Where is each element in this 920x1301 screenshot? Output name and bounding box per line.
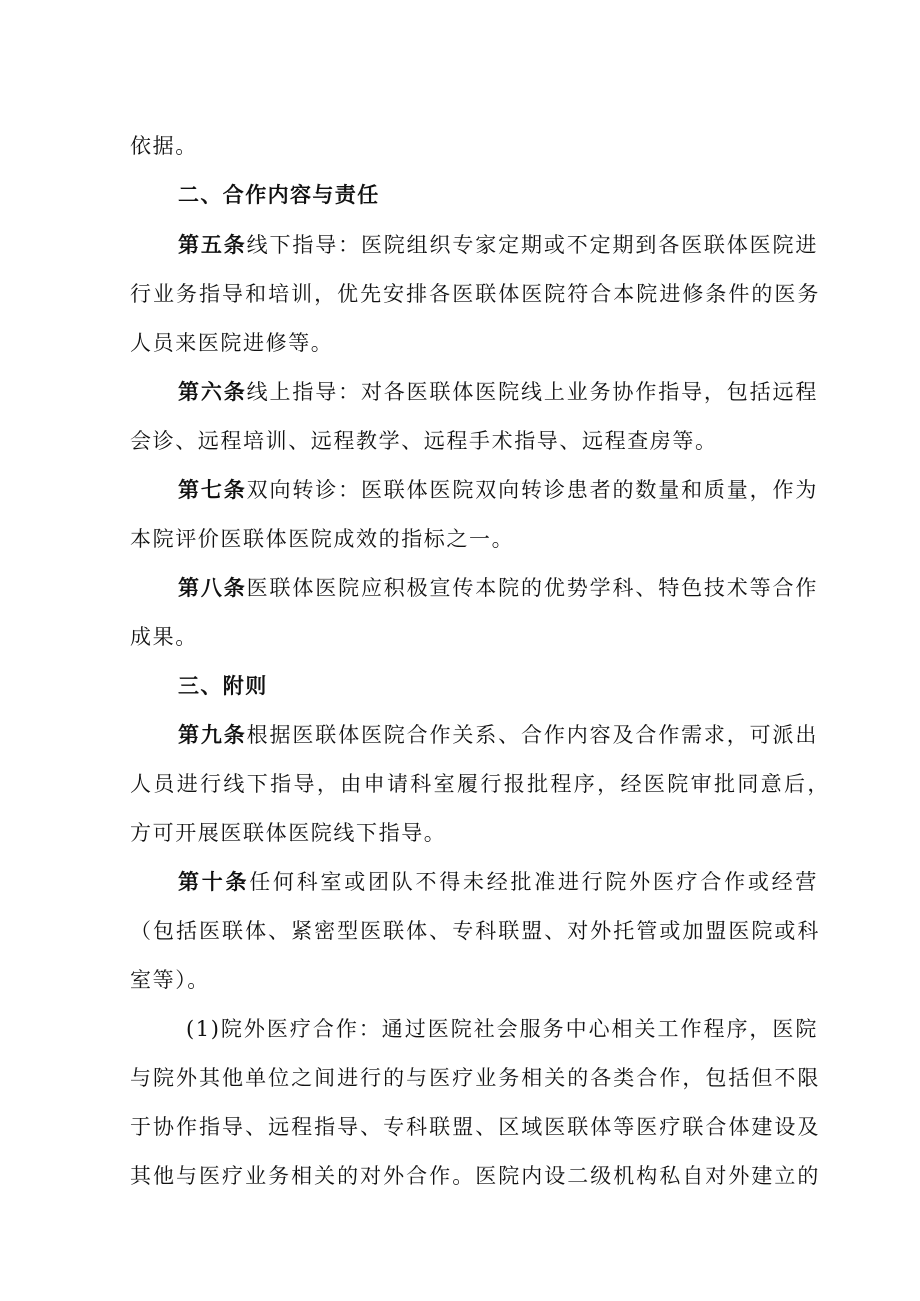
article-5-line-2: 行业务指导和培训，优先安排各医联体医院符合本院进修条件的医务 — [130, 282, 820, 306]
article-9-text: 根据医联体医院合作关系、合作内容及合作需求，可派出 — [246, 723, 818, 747]
article-5-text: 线下指导：医院组织专家定期或不定期到各医联体医院进 — [246, 233, 818, 257]
item-1-line-1: (1)院外医疗合作：通过医院社会服务中心相关工作程序，医院 — [186, 1017, 818, 1041]
article-8-text: 医联体医院应积极宣传本院的优势学科、特色技术等合作 — [246, 576, 818, 600]
article-10-line-2: （包括医联体、紧密型医联体、专科联盟、对外托管或加盟医院或科 — [130, 919, 820, 943]
article-8-line-2: 成果。 — [130, 625, 198, 649]
section-heading-3: 三、附则 — [178, 674, 268, 698]
article-6-line-1 — [178, 377, 818, 407]
article-9-label: 第九条 — [178, 723, 247, 747]
article-7-line-2: 本院评价医联体医院成效的指标之一。 — [130, 527, 515, 551]
article-5-line-1 — [178, 230, 818, 260]
article-7-line-1 — [178, 475, 818, 505]
article-10-label: 第十条 — [178, 870, 250, 894]
article-9-line-2: 人员进行线下指导，由申请科室履行报批程序，经医院审批同意后， — [130, 772, 830, 796]
article-7-label: 第七条 — [178, 478, 247, 502]
article-10-line-3: 室等）。 — [130, 968, 210, 992]
intro-tail: 依据。 — [130, 134, 198, 158]
article-6-line-2: 会诊、远程培训、远程教学、远程手术指导、远程查房等。 — [130, 429, 718, 453]
article-8-label: 第八条 — [178, 576, 247, 600]
item-1-line-2: 与院外其他单位之间进行的与医疗业务相关的各类合作，包括但不限 — [130, 1066, 820, 1090]
article-7-text: 双向转诊：医联体医院双向转诊患者的数量和质量，作为 — [246, 478, 818, 502]
article-10-text: 任何科室或团队不得未经批准进行院外医疗合作或经营 — [249, 870, 818, 894]
item-1-line-4: 其他与医疗业务相关的对外合作。医院内设二级机构私自对外建立的 — [130, 1164, 820, 1188]
article-9-line-1 — [178, 720, 818, 750]
article-8-line-1 — [178, 573, 818, 603]
article-6-label: 第六条 — [178, 380, 247, 404]
article-5-label: 第五条 — [178, 233, 247, 257]
article-10-line-1 — [178, 867, 818, 897]
article-9-line-3: 方可开展医联体医院线下指导。 — [130, 821, 447, 845]
article-6-text: 线上指导：对各医联体医院线上业务协作指导，包括远程 — [246, 380, 818, 404]
item-1-line-3: 于协作指导、远程指导、专科联盟、区域医联体等医疗联合体建设及 — [130, 1115, 820, 1139]
article-5-line-3: 人员来医院进修等。 — [130, 331, 334, 355]
section-heading-2: 二、合作内容与责任 — [178, 183, 380, 207]
